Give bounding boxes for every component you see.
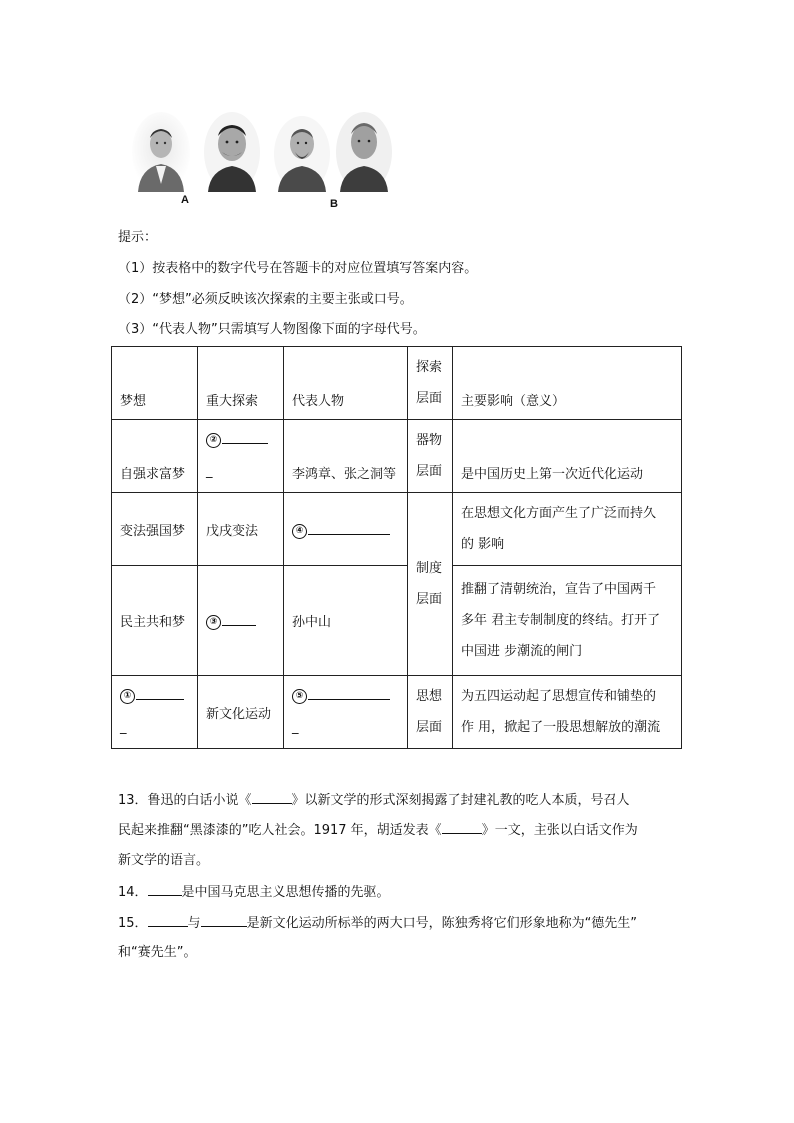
row1-level-line2: 层面 bbox=[416, 464, 443, 479]
row4-impact bbox=[453, 676, 682, 749]
row3-impact-line3: 中国进 步潮流的闸门 bbox=[461, 644, 583, 659]
q14-blank[interactable] bbox=[148, 882, 182, 896]
q15-blank-1[interactable] bbox=[148, 913, 188, 927]
q15-text-c: 是新文化运动所标举的两大口号，陈独秀将它们形象地称为“德先生” bbox=[246, 916, 638, 931]
q13-blank-2[interactable] bbox=[442, 820, 482, 834]
header-people: 代表人物 bbox=[284, 347, 408, 420]
row4-impact-line2: 作 用，掀起了一股思想解放的潮流 bbox=[461, 720, 661, 735]
row3-people: 孙中山 bbox=[284, 566, 408, 676]
row4-people-blank bbox=[284, 676, 408, 749]
question-15-line1 bbox=[118, 913, 637, 934]
q15-blank-2[interactable] bbox=[201, 913, 247, 927]
row3-impact bbox=[453, 566, 682, 676]
row4-exploration: 新文化运动 bbox=[198, 676, 284, 749]
row3-impact-line1: 推翻了清朝统治，宣告了中国两千 bbox=[461, 582, 657, 597]
row1-dream: 自强求富梦 bbox=[112, 420, 198, 493]
hint-3: （3）“代表人物”只需填写人物图像下面的字母代号。 bbox=[118, 322, 426, 337]
portrait-3 bbox=[274, 112, 330, 192]
row2-impact-line2: 的 影响 bbox=[461, 537, 505, 552]
row3-exploration-num: ③ bbox=[206, 615, 221, 630]
row2-people-blank bbox=[284, 493, 408, 566]
q15-text-b: 与 bbox=[187, 916, 201, 931]
row23-level-line2: 层面 bbox=[416, 592, 443, 607]
question-15-line2: 和“赛先生”。 bbox=[118, 945, 197, 960]
row4-dream-num: ① bbox=[120, 689, 135, 704]
header-impact: 主要影响（意义） bbox=[453, 347, 682, 420]
row3-exploration-blank bbox=[198, 566, 284, 676]
table-row bbox=[112, 420, 682, 493]
q13-text-a: 13．鲁迅的白话小说《 bbox=[118, 793, 252, 808]
row4-level-line2: 层面 bbox=[416, 720, 443, 735]
row23-level-line1: 制度 bbox=[416, 561, 443, 576]
row3-exploration-input[interactable] bbox=[222, 611, 256, 626]
row1-exploration-blank bbox=[198, 420, 284, 493]
question-14 bbox=[118, 882, 390, 903]
row1-people: 李鸿章、张之洞等 bbox=[284, 420, 408, 493]
q13-text-c: 民起来推翻“黑漆漆的”吃人社会。1917 年，胡适发表《 bbox=[118, 823, 442, 838]
row4-dream-input[interactable] bbox=[136, 685, 184, 700]
row2-dream: 变法强国梦 bbox=[112, 493, 198, 566]
portrait-label-b: B bbox=[330, 198, 338, 210]
row4-people-input[interactable] bbox=[308, 685, 390, 700]
hint-1: （1）按表格中的数字代号在答题卡的对应位置填写答案内容。 bbox=[118, 261, 478, 276]
portrait-b bbox=[336, 112, 392, 192]
table-row bbox=[112, 493, 682, 566]
portrait-a bbox=[132, 112, 190, 192]
question-13-line1 bbox=[118, 790, 630, 811]
row1-exploration-input[interactable] bbox=[222, 429, 268, 444]
row4-level-line1: 思想 bbox=[416, 689, 443, 704]
row4-people-num: ⑤ bbox=[292, 689, 307, 704]
row1-impact: 是中国历史上第一次近代化运动 bbox=[453, 420, 682, 493]
question-13-line2 bbox=[118, 820, 638, 841]
row1-level bbox=[408, 420, 453, 493]
exploration-table bbox=[111, 346, 682, 749]
row3-dream: 民主共和梦 bbox=[112, 566, 198, 676]
table-header-row bbox=[112, 347, 682, 420]
row4-impact-line1: 为五四运动起了思想宣传和铺垫的 bbox=[461, 689, 657, 704]
row2-exploration: 戊戌变法 bbox=[198, 493, 284, 566]
q13-text-d: 》一文，主张以白话文作为 bbox=[481, 823, 638, 838]
table-row bbox=[112, 566, 682, 676]
header-level bbox=[408, 347, 453, 420]
portrait-label-a: A bbox=[181, 194, 189, 206]
portrait-group bbox=[132, 112, 392, 212]
row2-people-input[interactable] bbox=[308, 520, 390, 535]
hint-2: （2）“梦想”必须反映该次探索的主要主张或口号。 bbox=[118, 292, 413, 307]
row4-people-tail: _ bbox=[292, 720, 299, 735]
q15-text-a: 15． bbox=[118, 916, 148, 931]
row4-level bbox=[408, 676, 453, 749]
header-level-line1: 探索 bbox=[416, 360, 443, 375]
row4-dream-blank bbox=[112, 676, 198, 749]
row2-impact-line1: 在思想文化方面产生了广泛而持久 bbox=[461, 506, 657, 521]
row1-exploration-num: ② bbox=[206, 433, 221, 448]
header-level-line2: 层面 bbox=[416, 391, 443, 406]
header-dream: 梦想 bbox=[112, 347, 198, 420]
hint-title: 提示： bbox=[118, 230, 158, 245]
q14-text-b: 是中国马克思主义思想传播的先驱。 bbox=[181, 885, 390, 900]
row23-level bbox=[408, 493, 453, 676]
portrait-2 bbox=[204, 112, 260, 192]
row2-people-num: ④ bbox=[292, 524, 307, 539]
row2-impact bbox=[453, 493, 682, 566]
q14-text-a: 14． bbox=[118, 885, 148, 900]
question-13-line3: 新文学的语言。 bbox=[118, 853, 210, 868]
row1-level-line1: 器物 bbox=[416, 433, 443, 448]
header-exploration: 重大探索 bbox=[198, 347, 284, 420]
q13-blank-1[interactable] bbox=[252, 790, 292, 804]
table-row bbox=[112, 676, 682, 749]
q13-text-b: 》以新文学的形式深刻揭露了封建礼教的吃人本质，号召人 bbox=[291, 793, 630, 808]
row3-impact-line2: 多年 君主专制制度的终结。打开了 bbox=[461, 613, 661, 628]
row4-dream-tail: _ bbox=[120, 720, 127, 735]
row1-exploration-tail: _ bbox=[206, 464, 213, 479]
